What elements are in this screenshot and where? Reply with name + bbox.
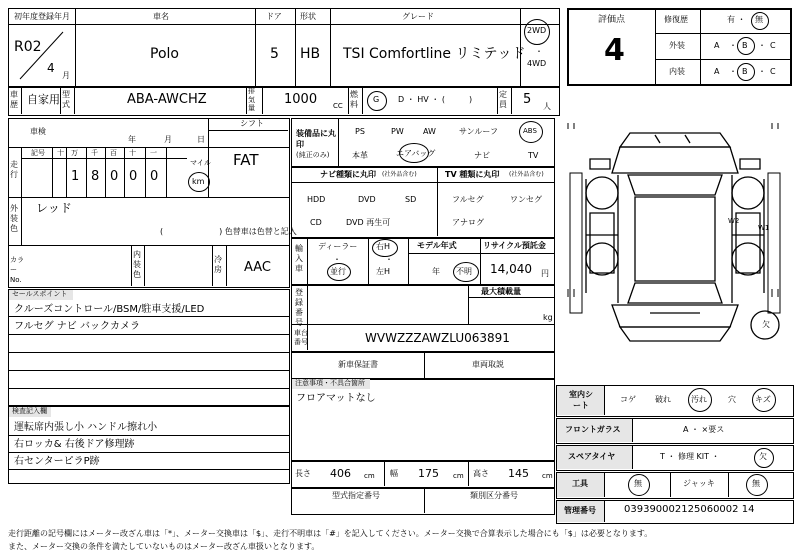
notes-value: フロアマットなし: [296, 393, 376, 404]
max-load-unit: kg: [543, 313, 553, 322]
height-value: 145: [508, 467, 529, 480]
grade-label: グレード: [402, 12, 434, 21]
management-value: 039390002125060002 14: [624, 504, 755, 515]
shape-value: HB: [300, 46, 321, 62]
displacement-value: 1000: [284, 92, 318, 107]
color-note: ( ) 色替車は色替と記入: [160, 227, 297, 236]
spare-tire-options: T ・ 修理 KIT ・: [660, 452, 720, 461]
model-year-unknown: 不明: [456, 267, 472, 276]
interior-grade-a: A: [714, 67, 720, 76]
tools-label: 工具: [572, 479, 588, 488]
mileage-digit-1: 8: [91, 169, 100, 184]
first-reg-label: 初年度登録年月: [14, 12, 70, 21]
fuel-options: D ・ HV ・ ( ): [398, 95, 473, 104]
repair-selected: 無: [755, 15, 763, 24]
interior-grade: B: [742, 67, 748, 76]
jack-value: 無: [752, 479, 760, 488]
max-load-label: 最大積載量: [481, 287, 521, 296]
door-label: ドア: [266, 12, 282, 21]
type-designation-label: 型式指定番号: [332, 491, 380, 500]
warranty-box: [291, 352, 555, 380]
diagram-missing: 欠: [762, 320, 770, 329]
equipment-label: 装備品に丸印: [296, 129, 336, 149]
shift-label: シフト: [240, 119, 264, 128]
notes-box: [291, 378, 555, 462]
ac-value: AAC: [244, 260, 271, 275]
model-value: ABA-AWCHZ: [127, 92, 207, 107]
manual-label: 車両取説: [472, 360, 504, 369]
chassis-label: 車台番号: [294, 329, 308, 346]
navi-dvd: DVD: [358, 195, 376, 204]
usage-label: 車歴: [10, 90, 18, 109]
capacity-value: 5: [523, 92, 532, 107]
capacity-label: 定員: [499, 90, 507, 109]
jack-label: ジャッキ: [683, 479, 715, 488]
color-label: 外装色: [10, 204, 18, 233]
model-year-label: モデル年式: [417, 241, 457, 250]
grade-value: TSI Comfortline リミテッド: [343, 46, 526, 62]
registration-label: 登録番号: [295, 288, 303, 327]
mileage-unit-6: 一: [150, 149, 157, 157]
score-value: 4: [604, 33, 625, 68]
equip-tv: TV: [528, 151, 539, 160]
fuel-selected: G: [373, 95, 380, 104]
score-label: 評価点: [598, 15, 626, 25]
length-value: 406: [330, 467, 351, 480]
mileage-unit-1: 十: [57, 149, 64, 157]
windshield-label: フロントガラス: [565, 425, 621, 434]
diagram-w2: W2: [728, 217, 740, 225]
sales-point-label: セールスポイント: [12, 290, 68, 298]
sales-point-line-1: クルーズコントロール/BSM/駐車支援/LED: [14, 304, 205, 315]
fuel-label: 燃料: [350, 90, 358, 109]
car-damage-diagram: [560, 113, 790, 381]
equip-aw: AW: [423, 127, 436, 136]
spare-tire-label: スペアタイヤ: [568, 452, 616, 461]
footer-line-2: また、メーター交換の条件を満たしていないものはメーター改ざん車扱いとなります。: [8, 542, 320, 551]
inspection-label: 車検: [30, 127, 46, 136]
color-no-label: カラーNo.: [10, 256, 24, 284]
spare-tire-selected: 欠: [759, 452, 767, 461]
equip-leather: 本革: [352, 151, 368, 160]
first-reg-month: 4: [47, 61, 55, 75]
equip-ps: PS: [355, 127, 365, 136]
notes-label: 注意事項・不具合箇所: [295, 379, 365, 387]
navi-label: ナビ種類に丸印: [320, 170, 376, 179]
inspector-label: 検査記入欄: [12, 407, 47, 415]
recycle-unit: 円: [541, 269, 549, 278]
repair-label: 修復歴: [664, 15, 688, 24]
ac-label: 冷房: [214, 255, 222, 274]
import-parallel: 並行: [330, 267, 346, 276]
class-number-label: 類別区分番号: [470, 491, 518, 500]
equip-abs: ABS: [523, 127, 537, 135]
tv-fullseg: フルセグ: [452, 195, 484, 204]
displacement-label: 排気量: [248, 87, 255, 112]
mileage-digit-4: 0: [150, 169, 159, 184]
width-value: 175: [418, 467, 439, 480]
usage-value: 自家用: [27, 93, 60, 106]
tools-value: 無: [634, 479, 642, 488]
repair-options: 有 ・: [727, 15, 746, 24]
shift-value: FAT: [233, 151, 259, 169]
tv-label: TV 種類に丸印: [445, 170, 500, 179]
mileage-digit-0: 1: [71, 169, 80, 184]
inspector-line-2: 右ロッカ& 右後ドア修理跡: [14, 439, 135, 450]
mileage-unit-3: 千: [91, 149, 98, 157]
chassis-value: WVWZZZAWZLU063891: [365, 331, 510, 345]
import-label: 輸入車: [295, 244, 303, 273]
exterior-label: 外装: [669, 41, 685, 50]
first-reg-era: R02: [14, 39, 42, 55]
navi-sd: SD: [405, 195, 417, 204]
exterior-grade-c: C: [770, 41, 776, 50]
mileage-unit-5: 十: [129, 149, 136, 157]
import-dealer: ディーラー: [318, 242, 358, 251]
interior-color-label: 内装色: [133, 250, 141, 279]
inspector-line-3: 右センターピラP跡: [14, 456, 100, 467]
mileage-unit-4: 百: [110, 149, 117, 157]
mileage-unit-2: 万: [71, 149, 78, 157]
interior-label: 内装: [669, 67, 685, 76]
model-label: 型式: [62, 90, 70, 109]
equipment-sub-label: (純正のみ): [296, 151, 330, 159]
exterior-grade: B: [742, 41, 748, 50]
color-value: レッド: [36, 201, 72, 215]
recycle-value: 14,040: [490, 262, 532, 276]
management-label: 管理番号: [564, 506, 596, 515]
mileage-digit-3: 0: [129, 169, 138, 184]
mileage-digit-2: 0: [110, 169, 119, 184]
shape-label: 形状: [300, 12, 316, 21]
equip-pw: PW: [391, 127, 404, 136]
first-reg-month-unit: 月: [62, 71, 70, 80]
drive-2wd: 2WD: [527, 26, 547, 35]
sales-point-line-2: フルセグ ナビ バックカメラ: [14, 321, 140, 332]
exterior-grade-a: A: [714, 41, 720, 50]
mileage-unit-label: マイル: [190, 159, 211, 167]
mileage-unit: km: [192, 177, 205, 186]
warranty-label: 新車保証書: [338, 360, 378, 369]
car-name-label: 車名: [153, 12, 169, 21]
navi-cd: CD: [310, 218, 322, 227]
tv-oneseg: ワンセグ: [510, 195, 542, 204]
import-right-h: 右H: [376, 242, 391, 251]
car-name-value: Polo: [150, 46, 179, 62]
mileage-unit-0: 記号: [31, 149, 45, 157]
footer-line-1: 走行距離の記号欄にはメーター改ざん車は「*」、メーター交換車は「$」、走行不明車は「#」を記入してください。メーター交換で合算表示した場合にも「$」は必要となります。: [8, 529, 653, 538]
import-left-h: 左H: [376, 267, 391, 276]
tv-analog: アナログ: [452, 218, 484, 227]
navi-hdd: HDD: [307, 195, 326, 204]
inspector-line-1: 運転席内張し小 ハンドル擦れ小: [14, 422, 158, 433]
interior-grade-c: C: [770, 67, 776, 76]
equip-airbag: エアバッグ: [396, 149, 436, 158]
interior-seat-label: 室内シート: [569, 390, 593, 410]
mileage-label: 走行: [10, 160, 18, 179]
displacement-unit: CC: [333, 102, 343, 110]
navi-dvd-play: DVD 再生可: [346, 218, 391, 227]
capacity-unit: 人: [543, 102, 551, 111]
recycle-label: リサイクル預託金: [483, 241, 546, 250]
equip-sunroof: サンルーフ: [459, 127, 498, 136]
equip-navi: ナビ: [474, 151, 490, 160]
diagram-w1: W1: [758, 224, 770, 232]
doors-value: 5: [270, 46, 279, 62]
windshield-value: A ・ ×要ス: [683, 425, 725, 434]
drive-4wd: 4WD: [527, 59, 547, 68]
